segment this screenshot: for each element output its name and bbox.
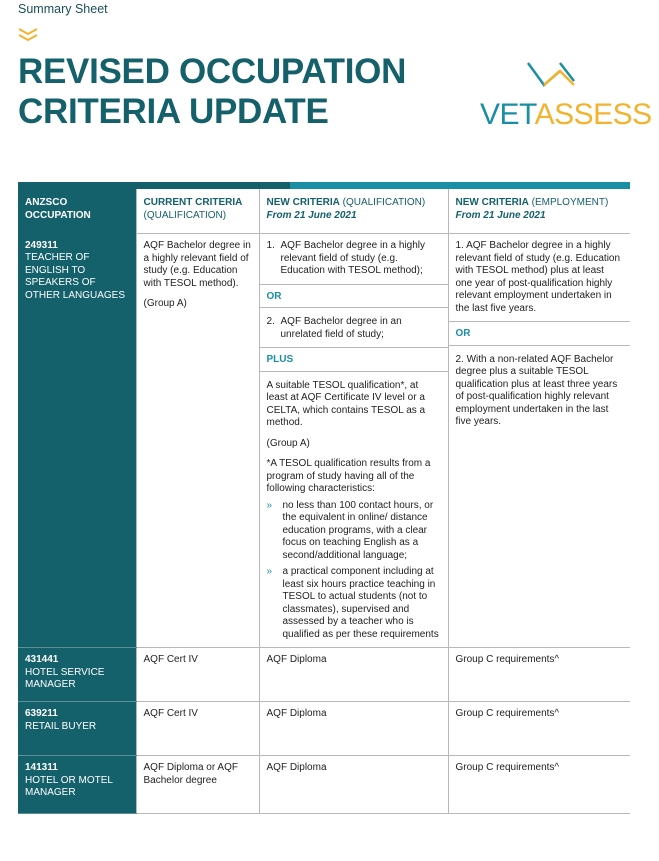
header-current-criteria xyxy=(136,189,259,234)
new-employment-cell: Group C requirements^ xyxy=(448,648,630,702)
new-qualification-cell: AQF Diploma xyxy=(259,648,448,702)
header-new-e-main: NEW CRITERIA xyxy=(455,197,529,208)
anzsco-code: 431441 xyxy=(25,654,59,665)
table-top-bar-light xyxy=(290,182,630,189)
employment-item-2: 2. With a non-related AQF Bachelor degree plus a suitable TESOL qualification plus at least three years of post-qualification highly relevant employment undertaken in the last five years. xyxy=(455,353,618,427)
title-line-1: REVISED OCCUPATION xyxy=(18,52,407,91)
table-row xyxy=(18,234,630,648)
tesol-requirement: A suitable TESOL qualification*, at least at AQF Certificate IV level or a CELTA, which contains TESOL as a method. xyxy=(266,379,426,428)
current-criteria-cell: AQF Diploma or AQF Bachelor degree xyxy=(136,756,259,814)
or-separator: OR xyxy=(260,284,448,309)
header-new-q-main: NEW CRITERIA xyxy=(266,197,340,208)
new-qualification-cell: AQF Diploma xyxy=(259,702,448,756)
header-new-e-paren: (EMPLOYMENT) xyxy=(531,197,609,208)
new-employment-cell: Group C requirements^ xyxy=(448,702,630,756)
item-text: AQF Bachelor degree in an unrelated field of study; xyxy=(280,316,402,340)
tesol-bullet-1 xyxy=(267,500,441,563)
or-separator: OR xyxy=(449,321,631,346)
header-new-qualification xyxy=(259,189,448,234)
header-occupation: OCCUPATION xyxy=(25,209,91,221)
summary-sheet-label: Summary Sheet xyxy=(18,2,108,16)
item-number: 1. xyxy=(266,240,275,251)
header-anzsco-occupation xyxy=(18,189,136,234)
tesol-bullet-2 xyxy=(267,566,441,641)
occupation-cell xyxy=(18,756,136,814)
page-title xyxy=(18,52,406,132)
criteria-table xyxy=(18,189,630,814)
table-header-row xyxy=(18,189,630,234)
current-criteria-cell: AQF Cert IV xyxy=(136,702,259,756)
anzsco-code: 141311 xyxy=(25,762,58,773)
occupation-cell xyxy=(18,702,136,756)
employment-item-1: 1. AQF Bachelor degree in a highly relevant field of study (e.g. Education with TESOL method) plus at least one year of post-qualification highly relevant employment undertaken in the last five years. xyxy=(455,240,621,314)
current-criteria-cell xyxy=(136,234,259,648)
new-employment-cell xyxy=(448,234,630,648)
header-new-q-paren: (QUALIFICATION) xyxy=(342,197,426,208)
new-employment-cell: Group C requirements^ xyxy=(448,756,630,814)
bullet-text: no less than 100 contact hours, or the equivalent in online/ distance education programs, with a clear focus on teaching English as a second/additional language; xyxy=(282,499,434,561)
header-current-sub: (QUALIFICATION) xyxy=(143,209,227,221)
occupation-cell xyxy=(18,234,136,648)
occupation-name: HOTEL SERVICE MANAGER xyxy=(25,666,105,690)
occupation-cell xyxy=(18,648,136,702)
qualification-group: (Group A) xyxy=(266,437,310,449)
anzsco-code: 249311 xyxy=(25,239,58,251)
header-current-main: CURRENT CRITERIA xyxy=(143,197,243,208)
bullet-text: a practical component including at least six hours practice teaching in TESOL to actual students (not to classmates), supervised and assessed by a teacher who is qualified as per these requirements xyxy=(282,566,439,640)
item-number: 2. xyxy=(266,316,275,327)
current-group: (Group A) xyxy=(143,298,187,309)
double-chevron-icon xyxy=(18,28,38,42)
plus-separator: PLUS xyxy=(260,347,448,372)
header-anzsco: ANZSCO xyxy=(25,197,68,208)
qualification-item-1 xyxy=(267,240,441,278)
logo-vet: VET xyxy=(480,98,535,131)
table-row xyxy=(18,648,630,702)
occupation-name: RETAIL BUYER xyxy=(25,720,97,732)
bullet-marker: » xyxy=(266,499,273,511)
table-row xyxy=(18,756,630,814)
new-qualification-cell xyxy=(259,234,448,648)
occupation-name: HOTEL OR MOTEL MANAGER xyxy=(25,774,113,798)
current-criteria-cell: AQF Cert IV xyxy=(136,648,259,702)
header-new-q-date: From 21 June 2021 xyxy=(266,209,357,221)
occupation-name: TEACHER OF ENGLISH TO SPEAKERS OF OTHER LANGUAGES xyxy=(25,252,126,301)
logo-assess: ASSESS xyxy=(534,98,652,131)
item-text: AQF Bachelor degree in a highly relevant field of study (e.g. Education with TESOL method); xyxy=(280,240,426,276)
new-qualification-cell: AQF Diploma xyxy=(259,756,448,814)
header-new-e-date: From 21 June 2021 xyxy=(455,209,546,221)
current-criteria-text: AQF Bachelor degree in a highly relevant field of study (e.g. Education with TESOL method). xyxy=(143,240,251,289)
table-top-bar-dark xyxy=(18,182,290,189)
table-row xyxy=(18,702,630,756)
bullet-marker: » xyxy=(266,566,273,577)
vetassess-logo-text xyxy=(480,98,652,132)
header-new-employment xyxy=(448,189,630,234)
anzsco-code: 639211 xyxy=(25,708,58,719)
title-line-2: CRITERIA UPDATE xyxy=(18,92,329,131)
tesol-note: *A TESOL qualification results from a program of study having all of the following characteristics: xyxy=(266,458,431,494)
qualification-item-2 xyxy=(267,316,441,341)
